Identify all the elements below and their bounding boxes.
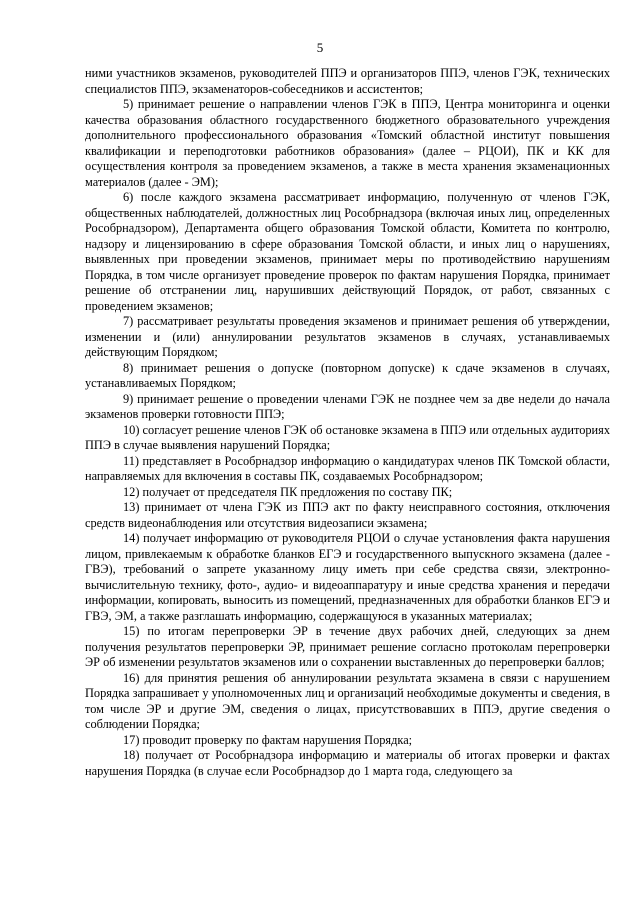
paragraph-item-16: 16) для принятия решения об аннулировании результата экзамена в связи с нарушением Порядка запрашивает у уполномоченных лиц и организаций необходимые документы и сведения, в том числе ЭР и другие ЭМ, сведения о лицах, присутствовавших в ППЭ, другие сведения о соблюдении Порядка;: [85, 670, 610, 731]
paragraph-continuation: ними участников экзаменов, руководителей ППЭ и организаторов ППЭ, членов ГЭК, технических специалистов ППЭ, экзаменаторов-собеседников и ассистентов;: [85, 66, 610, 96]
paragraph-item-12: 12) получает от председателя ПК предложения по составу ПК;: [123, 484, 453, 499]
paragraph-item-6: 6) после каждого экзамена рассматривает информацию, полученную от членов ГЭК, общественных наблюдателей, должностных лиц Рособрнадзора (включая иных лиц, определенных Рособрнадзором), Департамента общего образования Томской области, Комитета по контролю, надзору и лицензированию в сфере образования Томской области, и иных лиц о нарушениях, выявленных при проведении экзаменов, принимает меры по противодействию нарушениям Порядка, в том числе организует проведение проверок по фактам нарушения Порядка, принимает решение об отстранении лиц, нарушивших действующий Порядок, от работ, связанных с проведением экзаменов;: [85, 190, 610, 313]
document-body: [85, 66, 610, 779]
paragraph-item-11: 11) представляет в Рособрнадзор информацию о кандидатурах членов ПК Томской области, направляемых для включения в составы ПК, создаваемых Рособрнадзором;: [85, 453, 610, 483]
paragraph-item-17: 17) проводит проверку по фактам нарушения Порядка;: [123, 732, 413, 747]
paragraph-item-15: 15) по итогам перепроверки ЭР в течение двух рабочих дней, следующих за днем получения результатов перепроверки ЭР, принимает решение согласно протоколам перепроверки ЭР об изменении результатов экзаменов или о сохранении выставленных до перепроверки баллов;: [85, 624, 610, 669]
paragraph-item-9: 9) принимает решение о проведении членами ГЭК не позднее чем за две недели до начала экзаменов проверки готовности ППЭ;: [85, 391, 610, 421]
paragraph-item-8: 8) принимает решения о допуске (повторном допуске) к сдаче экзаменов в случаях, устанавливаемых Порядком;: [85, 360, 610, 390]
paragraph-item-13: 13) принимает от члена ГЭК из ППЭ акт по факту неисправного состояния, отключения средств видеонаблюдения или отсутствия видеозаписи экзамена;: [85, 500, 610, 530]
page-number: 5: [316, 40, 324, 55]
paragraph-item-5: 5) принимает решение о направлении членов ГЭК в ППЭ, Центра мониторинга и оценки качества образования областного государственного бюджетного образовательного учреждения дополнительного профессионального образования «Томский областной институт повышения квалификации и переподготовки работников образования» (далее – РЦОИ), ПК и КК для осуществления контроля за проведением экзаменов, а также в места хранения экзаменационных материалов (далее - ЭМ);: [85, 97, 610, 189]
paragraph-item-14: 14) получает информацию от руководителя РЦОИ о случае установления факта нарушения лицом, привлекаемым к обработке бланков ЕГЭ и государственного выпускного экзамена (далее - ГВЭ), требований о запрете указанному лицу иметь при себе средства связи, электронно-вычислительную технику, фото-, аудио- и видеоаппаратуру и иные средства хранения и передачи информации, копировать, выносить из помещений, предназначенных для обработки бланков ЕГЭ и ГВЭ, ЭМ, а также разглашать информацию, содержащуюся в указанных материалах;: [85, 531, 610, 623]
paragraph-item-7: 7) рассматривает результаты проведения экзаменов и принимает решения об утверждении, изменении и (или) аннулировании результатов экзаменов в случаях, устанавливаемых действующим Порядком;: [85, 314, 610, 359]
paragraph-item-10: 10) согласует решение членов ГЭК об остановке экзамена в ППЭ или отдельных аудиториях ППЭ в случае выявления нарушений Порядка;: [85, 422, 610, 452]
paragraph-item-18: 18) получает от Рособрнадзора информацию и материалы об итогах проверки и фактах нарушения Порядка (в случае если Рособрнадзор до 1 марта года, следующего за: [85, 748, 610, 778]
